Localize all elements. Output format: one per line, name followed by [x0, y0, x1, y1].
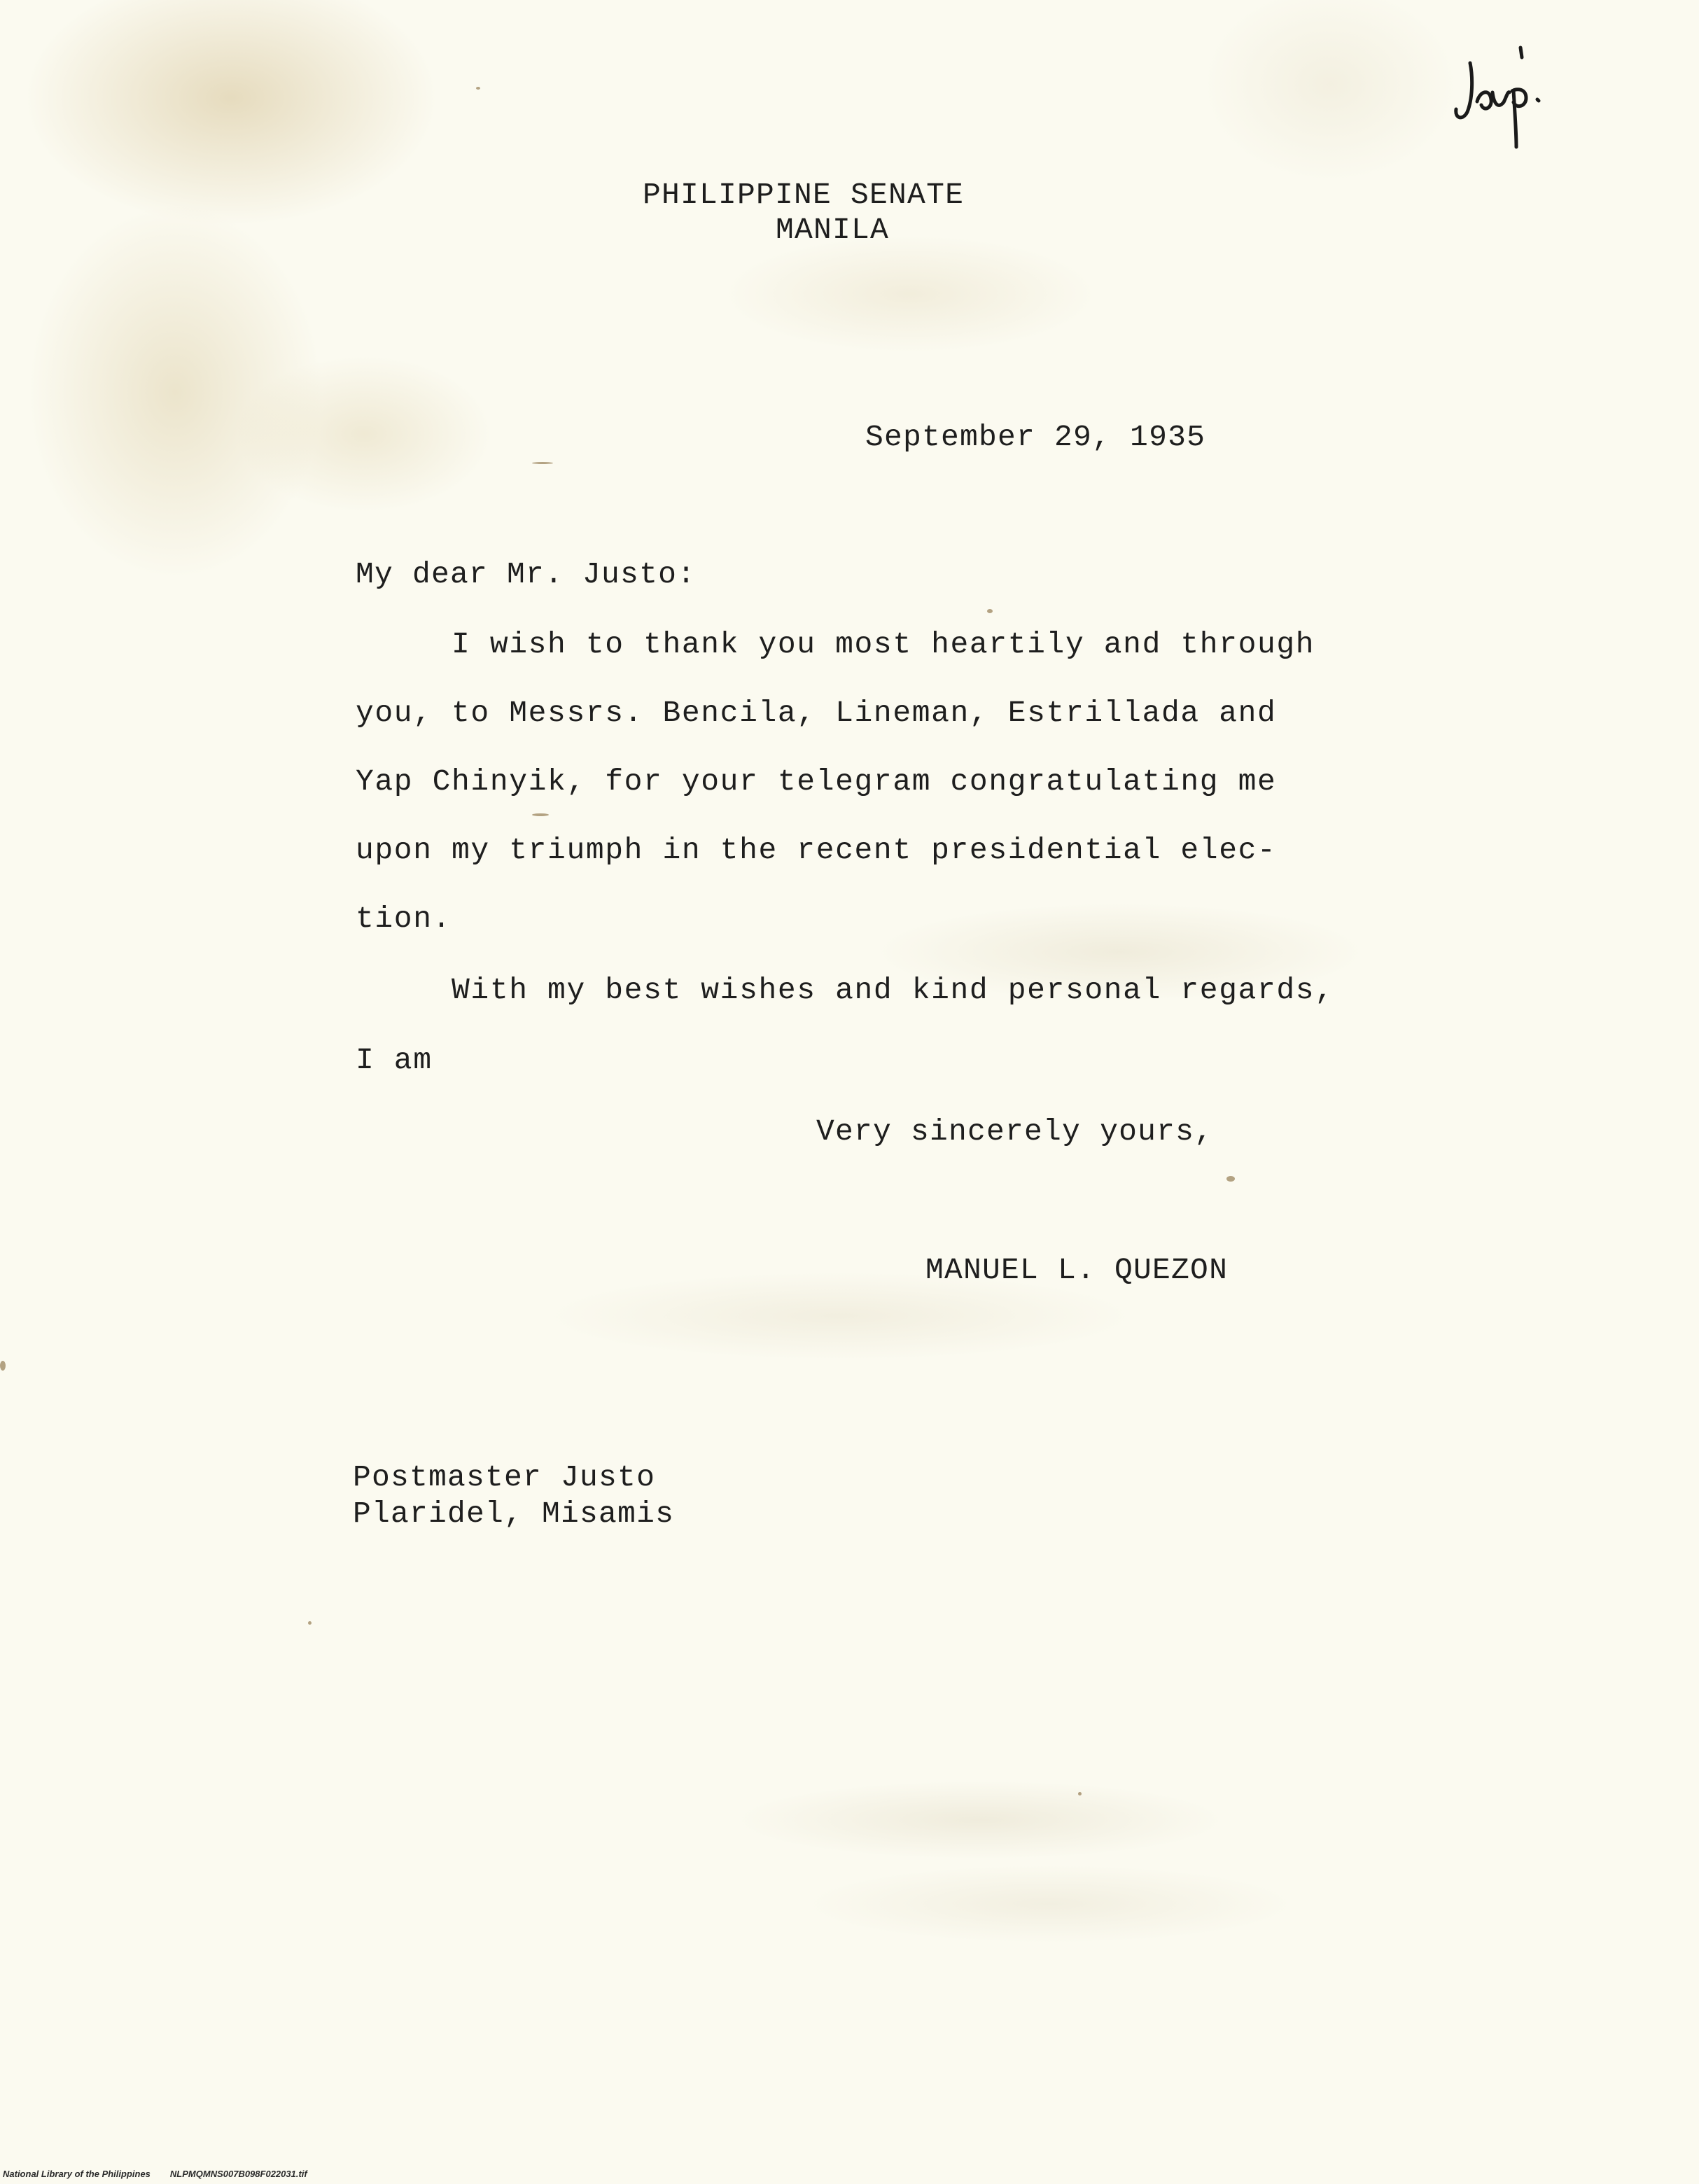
signature-name: MANUEL L. QUEZON	[925, 1253, 1229, 1287]
paper-speck	[0, 1361, 6, 1371]
body-line-6: With my best wishes and kind personal regards,	[356, 973, 1334, 1007]
file-id-label: NLPMQMNS007B098F022031.tif	[169, 2169, 307, 2179]
salutation: My dear Mr. Justo:	[356, 557, 697, 592]
body-line-7: I am	[356, 1043, 433, 1077]
paper-speck	[532, 462, 553, 464]
letterhead-title: PHILIPPINE SENATE	[643, 178, 965, 212]
paper-speck	[532, 813, 549, 816]
body-line-3: Yap Chinyik, for your telegram congratulating me	[356, 764, 1277, 799]
paper-speck	[476, 87, 480, 90]
body-line-5: tion.	[356, 902, 452, 936]
library-label: National Library of the Philippines	[3, 2169, 151, 2179]
paper-speck	[308, 1621, 312, 1625]
paper-speck	[1078, 1792, 1082, 1795]
handwritten-annotation	[1449, 42, 1561, 175]
scan-footer	[3, 2169, 327, 2179]
body-line-1: I wish to thank you most heartily and through	[356, 627, 1315, 662]
body-line-2: you, to Messrs. Bencila, Lineman, Estrillada and	[356, 696, 1277, 730]
paper-speck	[987, 609, 993, 613]
letterhead-city: MANILA	[776, 213, 890, 247]
recipient-name: Postmaster Justo	[353, 1460, 656, 1494]
closing: Very sincerely yours,	[816, 1114, 1214, 1149]
paper-speck	[1226, 1176, 1235, 1182]
recipient-location: Plaridel, Misamis	[353, 1497, 675, 1531]
body-line-4: upon my triumph in the recent presidential elec-	[356, 833, 1277, 867]
letter-date: September 29, 1935	[865, 420, 1206, 454]
